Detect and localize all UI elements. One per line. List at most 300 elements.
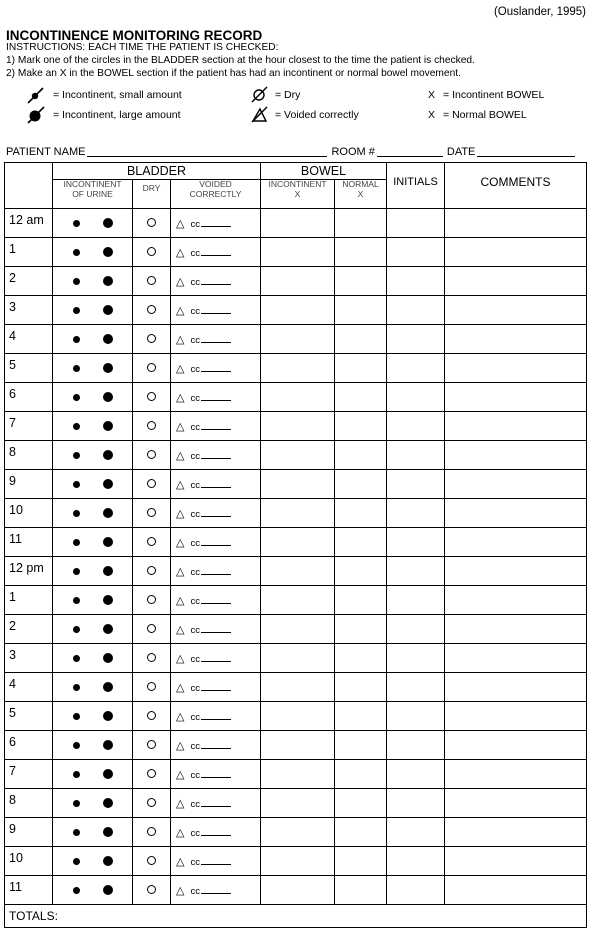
- empty-circle-icon[interactable]: [147, 566, 156, 575]
- dry-cell[interactable]: [133, 789, 171, 818]
- empty-circle-icon[interactable]: [147, 508, 156, 517]
- empty-circle-icon[interactable]: [147, 450, 156, 459]
- small-dot-icon[interactable]: [73, 684, 80, 691]
- voided-cell[interactable]: [171, 325, 261, 354]
- dry-cell[interactable]: [133, 354, 171, 383]
- incontinent-urine-cell[interactable]: [53, 789, 133, 818]
- cc-blank[interactable]: [201, 334, 231, 343]
- incontinent-urine-cell[interactable]: [53, 296, 133, 325]
- bowel-incontinent-cell[interactable]: [261, 383, 335, 412]
- incontinent-urine-cell[interactable]: [53, 499, 133, 528]
- hour-label: 3: [5, 644, 53, 673]
- bowel-incontinent-cell[interactable]: [261, 209, 335, 238]
- voided-cell[interactable]: [171, 470, 261, 499]
- small-dot-icon[interactable]: [73, 713, 80, 720]
- voided-cell[interactable]: [171, 296, 261, 325]
- dry-cell[interactable]: [133, 586, 171, 615]
- comments-cell[interactable]: [445, 586, 587, 615]
- large-dot-icon[interactable]: [103, 305, 113, 315]
- comments-cell[interactable]: [445, 499, 587, 528]
- incontinent-urine-cell[interactable]: [53, 528, 133, 557]
- instructions-header: INSTRUCTIONS: EACH TIME THE PATIENT IS CHECKED:: [6, 42, 279, 53]
- bowel-incontinent-cell[interactable]: [261, 325, 335, 354]
- comments-cell[interactable]: [445, 267, 587, 296]
- large-dot-icon[interactable]: [103, 218, 113, 228]
- comments-cell[interactable]: [445, 412, 587, 441]
- voided-cell[interactable]: [171, 673, 261, 702]
- empty-circle-icon[interactable]: [147, 392, 156, 401]
- initials-cell[interactable]: [387, 557, 445, 586]
- empty-circle-icon[interactable]: [147, 798, 156, 807]
- bowel-incontinent-header: INCONTINENT X: [261, 180, 335, 209]
- large-dot-icon[interactable]: [103, 334, 113, 344]
- empty-circle-icon[interactable]: [147, 479, 156, 488]
- bowel-normal-cell[interactable]: [335, 499, 387, 528]
- initials-cell[interactable]: [387, 789, 445, 818]
- bowel-normal-cell[interactable]: [335, 615, 387, 644]
- small-dot-icon[interactable]: [73, 568, 80, 575]
- empty-circle-icon[interactable]: [147, 421, 156, 430]
- empty-circle-icon[interactable]: [147, 218, 156, 227]
- small-dot-icon[interactable]: [73, 626, 80, 633]
- small-dot-icon[interactable]: [73, 887, 80, 894]
- hour-row: [5, 325, 587, 354]
- initials-cell[interactable]: [387, 354, 445, 383]
- small-dot-icon[interactable]: [73, 365, 80, 372]
- bowel-incontinent-cell[interactable]: [261, 760, 335, 789]
- dry-cell[interactable]: [133, 267, 171, 296]
- bowel-incontinent-cell[interactable]: [261, 528, 335, 557]
- small-dot-icon[interactable]: [73, 655, 80, 662]
- small-dot-icon[interactable]: [73, 481, 80, 488]
- comments-cell[interactable]: [445, 847, 587, 876]
- incontinent-urine-cell[interactable]: [53, 760, 133, 789]
- bowel-normal-cell[interactable]: [335, 441, 387, 470]
- date-field[interactable]: [477, 145, 575, 157]
- x-mark: X: [428, 109, 436, 121]
- dry-cell[interactable]: [133, 760, 171, 789]
- large-dot-icon[interactable]: [103, 421, 113, 431]
- cc-blank[interactable]: [201, 740, 231, 749]
- initials-cell[interactable]: [387, 673, 445, 702]
- hour-label: 7: [5, 760, 53, 789]
- bowel-normal-cell[interactable]: [335, 702, 387, 731]
- voided-cell[interactable]: [171, 702, 261, 731]
- small-dot-icon[interactable]: [73, 597, 80, 604]
- bowel-normal-cell[interactable]: [335, 383, 387, 412]
- cc-blank[interactable]: [201, 450, 231, 459]
- large-dot-icon[interactable]: [103, 508, 113, 518]
- voided-cell[interactable]: [171, 557, 261, 586]
- initials-cell[interactable]: [387, 499, 445, 528]
- voided-cell[interactable]: [171, 267, 261, 296]
- bowel-incontinent-cell[interactable]: [261, 267, 335, 296]
- incontinent-urine-cell[interactable]: [53, 847, 133, 876]
- voided-cell[interactable]: [171, 760, 261, 789]
- hour-row: [5, 441, 587, 470]
- incontinent-urine-cell[interactable]: [53, 238, 133, 267]
- room-field[interactable]: [377, 145, 443, 157]
- bowel-incontinent-cell[interactable]: [261, 673, 335, 702]
- triangle-icon: △: [176, 217, 185, 230]
- large-dot-icon[interactable]: [103, 450, 113, 460]
- bowel-normal-cell[interactable]: [335, 760, 387, 789]
- voided-cell[interactable]: [171, 818, 261, 847]
- cc-blank[interactable]: [201, 798, 231, 807]
- voided-cell[interactable]: [171, 499, 261, 528]
- initials-cell[interactable]: [387, 702, 445, 731]
- cc-blank[interactable]: [201, 682, 231, 691]
- cc-blank[interactable]: [201, 827, 231, 836]
- incontinent-urine-cell[interactable]: [53, 441, 133, 470]
- incontinent-urine-cell[interactable]: [53, 267, 133, 296]
- voided-cell[interactable]: [171, 586, 261, 615]
- initials-cell[interactable]: [387, 441, 445, 470]
- large-dot-icon[interactable]: [103, 653, 113, 663]
- hour-label: 2: [5, 267, 53, 296]
- comments-cell[interactable]: [445, 673, 587, 702]
- large-dot-icon[interactable]: [103, 740, 113, 750]
- large-dot-icon[interactable]: [103, 392, 113, 402]
- cc-blank[interactable]: [201, 653, 231, 662]
- empty-circle-icon[interactable]: [147, 653, 156, 662]
- initials-cell[interactable]: [387, 818, 445, 847]
- bowel-incontinent-cell[interactable]: [261, 499, 335, 528]
- dry-cell[interactable]: [133, 731, 171, 760]
- bowel-incontinent-cell[interactable]: [261, 354, 335, 383]
- small-dot-icon[interactable]: [73, 539, 80, 546]
- voided-cell[interactable]: [171, 209, 261, 238]
- cc-blank[interactable]: [201, 537, 231, 546]
- comments-cell[interactable]: [445, 557, 587, 586]
- cc-label: cc: [190, 856, 200, 868]
- triangle-icon: △: [176, 333, 185, 346]
- dry-cell[interactable]: [133, 615, 171, 644]
- legend-voided: [250, 106, 359, 124]
- bowel-normal-cell[interactable]: [335, 818, 387, 847]
- comments-cell[interactable]: [445, 702, 587, 731]
- dry-cell[interactable]: [133, 412, 171, 441]
- bowel-normal-cell[interactable]: [335, 673, 387, 702]
- comments-cell[interactable]: [445, 354, 587, 383]
- empty-circle-icon[interactable]: [147, 624, 156, 633]
- hour-row: [5, 586, 587, 615]
- large-dot-icon[interactable]: [103, 827, 113, 837]
- triangle-icon: △: [176, 391, 185, 404]
- bowel-incontinent-cell[interactable]: [261, 789, 335, 818]
- bowel-incontinent-cell[interactable]: [261, 818, 335, 847]
- initials-cell[interactable]: [387, 470, 445, 499]
- dry-cell[interactable]: [133, 470, 171, 499]
- large-dot-icon[interactable]: [103, 769, 113, 779]
- empty-circle-icon[interactable]: [147, 856, 156, 865]
- comments-cell[interactable]: [445, 789, 587, 818]
- voided-cell[interactable]: [171, 644, 261, 673]
- voided-cell[interactable]: [171, 354, 261, 383]
- dry-cell[interactable]: [133, 818, 171, 847]
- dry-cell[interactable]: [133, 238, 171, 267]
- large-dot-icon[interactable]: [103, 624, 113, 634]
- empty-circle-icon[interactable]: [147, 363, 156, 372]
- dry-cell[interactable]: [133, 383, 171, 412]
- voided-cell[interactable]: [171, 847, 261, 876]
- bowel-normal-cell[interactable]: [335, 586, 387, 615]
- small-dot-icon[interactable]: [73, 771, 80, 778]
- large-dot-icon[interactable]: [103, 363, 113, 373]
- comments-cell[interactable]: [445, 238, 587, 267]
- hour-label: 6: [5, 731, 53, 760]
- small-dot-icon[interactable]: [73, 452, 80, 459]
- incontinent-urine-cell[interactable]: [53, 615, 133, 644]
- incontinent-urine-cell[interactable]: [53, 325, 133, 354]
- totals-row: TOTALS:: [5, 905, 587, 928]
- incontinent-urine-cell[interactable]: [53, 876, 133, 905]
- large-dot-icon[interactable]: [103, 856, 113, 866]
- large-dot-icon[interactable]: [103, 711, 113, 721]
- dry-cell[interactable]: [133, 325, 171, 354]
- small-dot-icon[interactable]: [73, 423, 80, 430]
- hour-label: 9: [5, 470, 53, 499]
- initials-cell[interactable]: [387, 325, 445, 354]
- cc-blank[interactable]: [201, 769, 231, 778]
- initials-cell[interactable]: [387, 267, 445, 296]
- incontinent-urine-cell[interactable]: [53, 383, 133, 412]
- bowel-normal-cell[interactable]: [335, 876, 387, 905]
- small-dot-icon[interactable]: [73, 829, 80, 836]
- comments-cell[interactable]: [445, 470, 587, 499]
- incontinent-urine-cell[interactable]: [53, 354, 133, 383]
- dry-cell[interactable]: [133, 296, 171, 325]
- large-dot-icon[interactable]: [103, 537, 113, 547]
- empty-circle-icon[interactable]: [147, 769, 156, 778]
- small-dot-icon[interactable]: [73, 510, 80, 517]
- comments-cell[interactable]: [445, 818, 587, 847]
- incontinent-urine-cell[interactable]: [53, 412, 133, 441]
- small-dot-icon[interactable]: [73, 307, 80, 314]
- bowel-incontinent-cell[interactable]: [261, 586, 335, 615]
- initials-cell[interactable]: [387, 731, 445, 760]
- voided-cell[interactable]: [171, 441, 261, 470]
- hour-row: [5, 528, 587, 557]
- voided-cell[interactable]: [171, 731, 261, 760]
- incontinent-urine-cell[interactable]: [53, 644, 133, 673]
- initials-cell[interactable]: [387, 615, 445, 644]
- voided-cell[interactable]: [171, 615, 261, 644]
- bowel-incontinent-cell[interactable]: [261, 238, 335, 267]
- bowel-incontinent-cell[interactable]: [261, 731, 335, 760]
- bowel-normal-cell[interactable]: [335, 296, 387, 325]
- comments-cell[interactable]: [445, 296, 587, 325]
- cc-label: cc: [190, 566, 200, 578]
- dry-cell[interactable]: [133, 499, 171, 528]
- empty-circle-icon[interactable]: [147, 276, 156, 285]
- cc-blank[interactable]: [201, 247, 231, 256]
- cc-blank[interactable]: [201, 885, 231, 894]
- hour-label: 10: [5, 847, 53, 876]
- initials-cell[interactable]: [387, 209, 445, 238]
- large-dot-icon[interactable]: [103, 885, 113, 895]
- large-dot-icon[interactable]: [103, 798, 113, 808]
- cc-blank[interactable]: [201, 392, 231, 401]
- large-dot-icon[interactable]: [103, 682, 113, 692]
- small-dot-icon[interactable]: [73, 220, 80, 227]
- incontinent-urine-cell[interactable]: [53, 557, 133, 586]
- small-dot-icon[interactable]: [73, 742, 80, 749]
- incontinent-urine-header: INCONTINENT OF URINE: [53, 180, 133, 209]
- bowel-normal-cell[interactable]: [335, 557, 387, 586]
- instruction-step-1: 1) Mark one of the circles in the BLADDER section at the hour closest to the time the patient is checked.: [6, 55, 475, 66]
- voided-cell[interactable]: [171, 528, 261, 557]
- large-dot-icon[interactable]: [103, 566, 113, 576]
- large-dot-slash-icon: [26, 106, 48, 124]
- empty-circle-icon[interactable]: [147, 595, 156, 604]
- incontinent-urine-cell[interactable]: [53, 586, 133, 615]
- bowel-normal-cell[interactable]: [335, 644, 387, 673]
- large-dot-icon[interactable]: [103, 595, 113, 605]
- bowel-normal-cell[interactable]: [335, 789, 387, 818]
- bowel-normal-cell[interactable]: [335, 528, 387, 557]
- cc-blank[interactable]: [201, 595, 231, 604]
- incontinent-urine-cell[interactable]: [53, 818, 133, 847]
- cc-blank[interactable]: [201, 711, 231, 720]
- cc-blank[interactable]: [201, 479, 231, 488]
- bowel-normal-cell[interactable]: [335, 267, 387, 296]
- small-dot-icon[interactable]: [73, 800, 80, 807]
- voided-cell[interactable]: [171, 238, 261, 267]
- dry-header: DRY: [133, 180, 171, 209]
- empty-circle-icon[interactable]: [147, 334, 156, 343]
- cc-blank[interactable]: [201, 218, 231, 227]
- bowel-normal-cell[interactable]: [335, 325, 387, 354]
- hour-label: 1: [5, 238, 53, 267]
- dry-cell[interactable]: [133, 209, 171, 238]
- comments-cell[interactable]: [445, 209, 587, 238]
- initials-cell[interactable]: [387, 586, 445, 615]
- cc-blank[interactable]: [201, 305, 231, 314]
- empty-circle-icon[interactable]: [147, 740, 156, 749]
- cc-blank[interactable]: [201, 363, 231, 372]
- large-dot-icon[interactable]: [103, 276, 113, 286]
- incontinent-urine-cell[interactable]: [53, 209, 133, 238]
- comments-cell[interactable]: [445, 325, 587, 354]
- voided-cell[interactable]: [171, 876, 261, 905]
- comments-cell[interactable]: [445, 760, 587, 789]
- hour-row: [5, 296, 587, 325]
- comments-cell[interactable]: [445, 383, 587, 412]
- initials-cell[interactable]: [387, 876, 445, 905]
- bowel-normal-cell[interactable]: [335, 470, 387, 499]
- voided-cell[interactable]: [171, 383, 261, 412]
- bowel-incontinent-cell[interactable]: [261, 470, 335, 499]
- initials-cell[interactable]: [387, 383, 445, 412]
- initials-cell[interactable]: [387, 412, 445, 441]
- cc-blank[interactable]: [201, 276, 231, 285]
- initials-cell[interactable]: [387, 528, 445, 557]
- incontinent-urine-cell[interactable]: [53, 702, 133, 731]
- bowel-normal-cell[interactable]: [335, 238, 387, 267]
- bowel-normal-cell[interactable]: [335, 354, 387, 383]
- patient-name-label: PATIENT NAME: [6, 146, 86, 158]
- initials-cell[interactable]: [387, 760, 445, 789]
- triangle-icon: △: [176, 884, 185, 897]
- voided-cell[interactable]: [171, 789, 261, 818]
- dry-cell[interactable]: [133, 644, 171, 673]
- empty-circle-icon[interactable]: [147, 827, 156, 836]
- hour-row: [5, 209, 587, 238]
- large-dot-icon[interactable]: [103, 479, 113, 489]
- dry-cell[interactable]: [133, 847, 171, 876]
- hour-label: 2: [5, 615, 53, 644]
- triangle-icon: △: [176, 536, 185, 549]
- comments-cell[interactable]: [445, 615, 587, 644]
- dry-cell[interactable]: [133, 702, 171, 731]
- small-dot-icon[interactable]: [73, 394, 80, 401]
- comments-cell[interactable]: [445, 644, 587, 673]
- comments-cell[interactable]: [445, 731, 587, 760]
- bowel-normal-cell[interactable]: [335, 731, 387, 760]
- voided-cell[interactable]: [171, 412, 261, 441]
- initials-cell[interactable]: [387, 644, 445, 673]
- dry-cell[interactable]: [133, 876, 171, 905]
- bowel-incontinent-cell[interactable]: [261, 847, 335, 876]
- cc-blank[interactable]: [201, 624, 231, 633]
- empty-circle-icon[interactable]: [147, 682, 156, 691]
- cc-blank[interactable]: [201, 508, 231, 517]
- initials-cell[interactable]: [387, 847, 445, 876]
- large-dot-icon[interactable]: [103, 247, 113, 257]
- empty-circle-icon[interactable]: [147, 885, 156, 894]
- small-dot-icon[interactable]: [73, 336, 80, 343]
- hour-label: 5: [5, 354, 53, 383]
- incontinent-urine-cell[interactable]: [53, 673, 133, 702]
- hour-row: [5, 267, 587, 296]
- bowel-incontinent-cell[interactable]: [261, 441, 335, 470]
- empty-circle-icon[interactable]: [147, 305, 156, 314]
- bowel-incontinent-cell[interactable]: [261, 615, 335, 644]
- initials-cell[interactable]: [387, 296, 445, 325]
- empty-circle-icon[interactable]: [147, 711, 156, 720]
- small-dot-icon[interactable]: [73, 249, 80, 256]
- bowel-normal-cell[interactable]: [335, 847, 387, 876]
- comments-cell[interactable]: [445, 441, 587, 470]
- incontinent-urine-cell[interactable]: [53, 470, 133, 499]
- dry-cell[interactable]: [133, 673, 171, 702]
- bowel-incontinent-cell[interactable]: [261, 296, 335, 325]
- bowel-incontinent-cell[interactable]: [261, 876, 335, 905]
- initials-cell[interactable]: [387, 238, 445, 267]
- dry-cell[interactable]: [133, 528, 171, 557]
- incontinent-urine-cell[interactable]: [53, 731, 133, 760]
- patient-name-field[interactable]: [87, 145, 327, 157]
- bowel-normal-cell[interactable]: [335, 209, 387, 238]
- bowel-incontinent-cell[interactable]: [261, 412, 335, 441]
- cc-blank[interactable]: [201, 856, 231, 865]
- bowel-incontinent-cell[interactable]: [261, 702, 335, 731]
- small-dot-icon[interactable]: [73, 278, 80, 285]
- cc-blank[interactable]: [201, 566, 231, 575]
- empty-circle-icon[interactable]: [147, 247, 156, 256]
- bowel-incontinent-cell[interactable]: [261, 557, 335, 586]
- small-dot-icon[interactable]: [73, 858, 80, 865]
- dry-cell[interactable]: [133, 557, 171, 586]
- comments-cell[interactable]: [445, 528, 587, 557]
- dry-cell[interactable]: [133, 441, 171, 470]
- comments-cell[interactable]: [445, 876, 587, 905]
- bowel-incontinent-cell[interactable]: [261, 644, 335, 673]
- cc-blank[interactable]: [201, 421, 231, 430]
- empty-circle-icon[interactable]: [147, 537, 156, 546]
- bowel-normal-cell[interactable]: [335, 412, 387, 441]
